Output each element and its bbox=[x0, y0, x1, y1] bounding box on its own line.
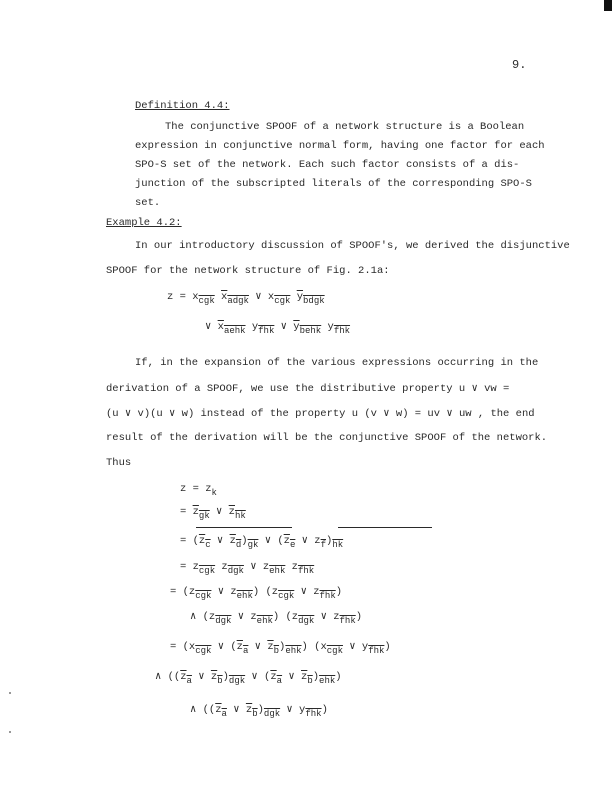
definition-line-4: junction of the subscripted literals of the corresponding SPO-S bbox=[135, 178, 532, 190]
formula-disjunctive-line-1: $z = x_{\overline{cgk}}$ $\overline{x}_{adgk}$ ∨ $x_{\overline{cgk}}$ $\overline{y}_{bdgk}$ bbox=[167, 291, 325, 306]
paragraph-line-3: (u ∨ v)(u ∨ w) instead of the property u (v ∨ w) = uv ∨ uw , the end bbox=[106, 408, 535, 420]
derivation-line-9: ∧ (($\overline{z}_{\overline{a}}$ ∨ $\overline{z}_{\overline{b}})_{\overline{dgk}}$ ∨ $y_{\overline{fhk}}$) bbox=[190, 704, 328, 719]
definition-line-3: SPO-S set of the network. Each such factor consists of a dis- bbox=[135, 159, 520, 171]
derivation-line-5: = ($z_{\overline{cgk}}$ ∨ $z_{\overline{ehk}}$) ($z_{\overline{cgk}}$ ∨ $z_{\overline{fhk}}$) bbox=[170, 586, 343, 601]
example-intro-line-1: In our introductory discussion of SPOOF's, we derived the disjunctive bbox=[135, 240, 570, 252]
scan-speck bbox=[9, 731, 11, 733]
definition-line-1: The conjunctive SPOOF of a network structure is a Boolean bbox=[165, 121, 525, 133]
scan-speck bbox=[9, 692, 11, 694]
overline-bar bbox=[338, 527, 432, 528]
paragraph-line-5: Thus bbox=[106, 457, 132, 469]
definition-line-2: expression in conjunctive normal form, having one factor for each bbox=[135, 140, 545, 152]
paragraph-line-2: derivation of a SPOOF, we use the distributive property u ∨ vw = bbox=[106, 383, 510, 395]
definition-line-5: set. bbox=[135, 197, 161, 209]
derivation-line-6: ∧ ($z_{\overline{dgk}}$ ∨ $z_{\overline{ehk}}$) ($z_{\overline{dgk}}$ ∨ $z_{\overline{fhk}}$) bbox=[190, 611, 363, 626]
example-intro-line-2: SPOOF for the network structure of Fig. 2.1a: bbox=[106, 265, 390, 277]
paragraph-line-1: If, in the expansion of the various expressions occurring in the bbox=[135, 357, 539, 369]
example-heading: Example 4.2: bbox=[106, 217, 182, 229]
paragraph-line-4: result of the derivation will be the conjunctive SPOOF of the network. bbox=[106, 432, 548, 444]
overline-bar bbox=[196, 527, 292, 528]
definition-heading: Definition 4.4: bbox=[135, 100, 230, 112]
scan-corner-mark bbox=[604, 0, 612, 11]
derivation-line-3: = ($\overline{z}_{\overline{c}}$ ∨ $\overline{z}_{\overline{d}})_{\overline{gk}}$ ∨ ($\overline{z}_{\overline{e}}$ ∨ $z_{\overline{f}})_{\overline{hk}}$ bbox=[180, 535, 344, 550]
derivation-line-7: = ($x_{\overline{cgk}}$ ∨ ($\overline{z}_{\overline{a}}$ ∨ $\overline{z}_{\overline{b}})_{\overline{ehk}}$) ($x_{\overline{cgk}}$ ∨ $y_{\overline{fhk}}$) bbox=[170, 641, 391, 656]
derivation-line-4: = $z_{\overline{cgk}}$ $z_{\overline{dgk}}$ ∨ $z_{\overline{ehk}}$ $z_{\overline{fhk}}$ bbox=[180, 561, 315, 576]
page-number: 9. bbox=[512, 58, 527, 72]
formula-disjunctive-line-2: ∨ $\overline{x}_{aehk}$ $y_{\overline{fhk}}$ ∨ $\overline{y}_{behk}$ $y_{\overline{fhk}}$ bbox=[205, 321, 351, 336]
derivation-line-1: $z = z_k$ bbox=[180, 483, 217, 498]
derivation-line-8: ∧ (($\overline{z}_{\overline{a}}$ ∨ $\overline{z}_{\overline{b}})_{\overline{dgk}}$ ∨ ($\overline{z}_{\overline{a}}$ ∨ $\overline{z}_{\overline{b}})_{\overline{ehk}}$) bbox=[155, 671, 342, 686]
derivation-line-2: = $\overline{z}_{\overline{gk}}$ ∨ $\overline{z}_{\overline{hk}}$ bbox=[180, 506, 246, 521]
